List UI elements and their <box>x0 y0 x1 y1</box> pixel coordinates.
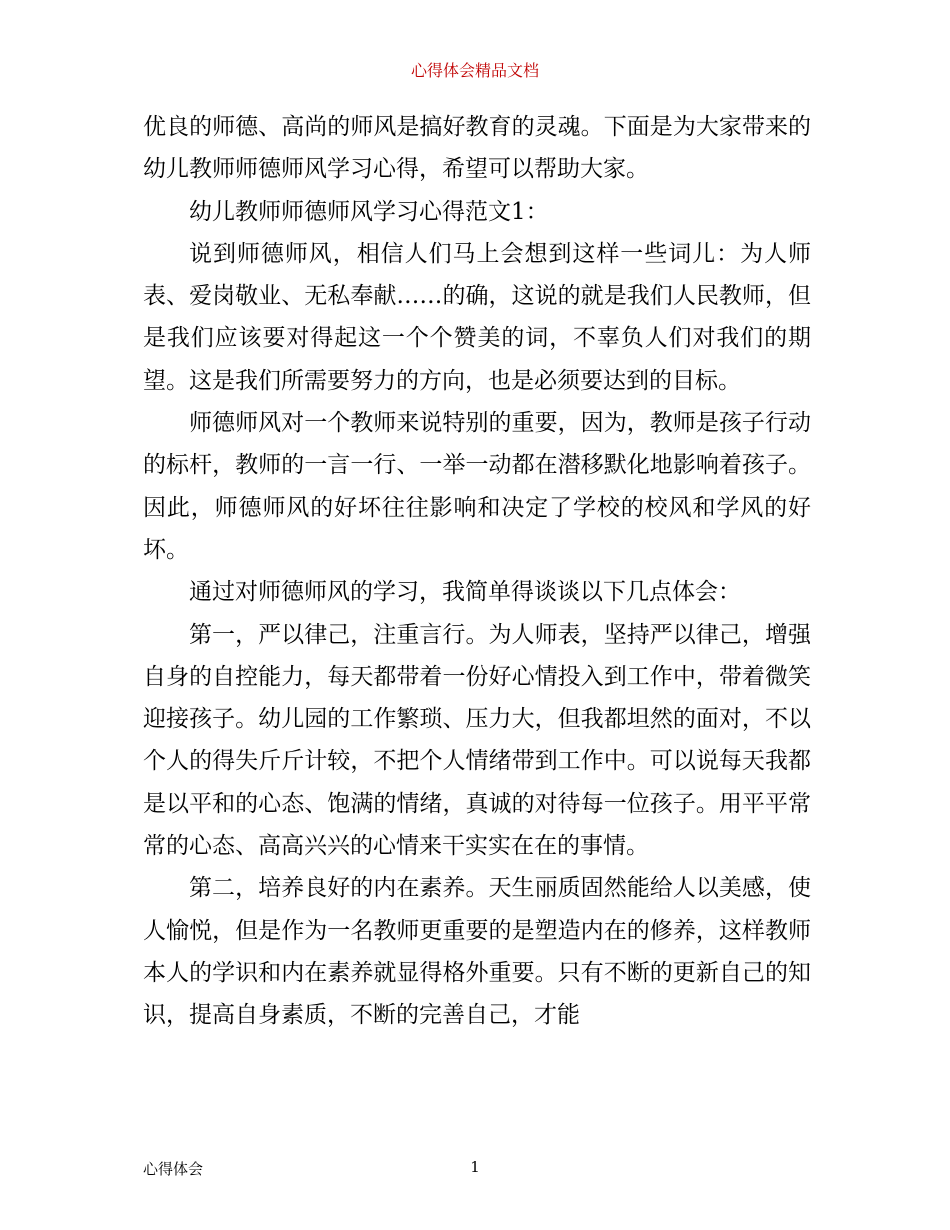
paragraph-2: 幼儿教师师德师风学习心得范文1： <box>189 198 549 225</box>
page-number: 1 <box>470 1158 480 1176</box>
page-header-title: 心得体会精品文档 <box>410 61 539 80</box>
paragraph-7: 第二，培养良好的内在素养。天生丽质固然能给人以美感，使人愉悦，但是作为一名教师更重要的是塑造内在的修养，这样教师本人的学识和内在素养就显得格外重要。只有不断的更新自己的知识，提高自身素质，不断的完善自己，才能 <box>143 875 811 1029</box>
paragraph-6: 第一，严以律己，注重言行。为人师表，坚持严以律己，增强自身的自控能力，每天都带着一份好心情投入到工作中，带着微笑迎接孩子。幼儿园的工作繁琐、压力大，但我都坦然的面对，不以个人的得失斤斤计较，不把个人情绪带到工作中。可以说每天我都是以平和的心态、饱满的情绪，真诚的对待每一位孩子。用平平常常的心态、高高兴兴的心情来干实实在在的事情。 <box>143 621 811 860</box>
page-footer-label: 心得体会 <box>143 1160 204 1178</box>
paragraph-4: 师德师风对一个教师来说特别的重要，因为，教师是孩子行动的标杆，教师的一言一行、一举一动都在潜移默化地影响着孩子。因此，师德师风的好坏往往影响和决定了学校的校风和学风的好坏。 <box>143 410 811 563</box>
paragraph-1: 优良的师德、高尚的师风是搞好教育的灵魂。下面是为大家带来的幼儿教师师德师风学习心得，希望可以帮助大家。 <box>143 114 811 183</box>
document-body <box>143 106 811 1037</box>
paragraph-3: 说到师德师风，相信人们马上会想到这样一些词儿：为人师表、爱岗敬业、无私奉献……的确，这说的就是我们人民教师，但是我们应该要对得起这一个个赞美的词，不辜负人们对我们的期望。这是我们所需要努力的方向，也是必须要达到的目标。 <box>143 240 811 394</box>
paragraph-5: 通过对师德师风的学习，我简单得谈谈以下几点体会： <box>189 579 741 606</box>
